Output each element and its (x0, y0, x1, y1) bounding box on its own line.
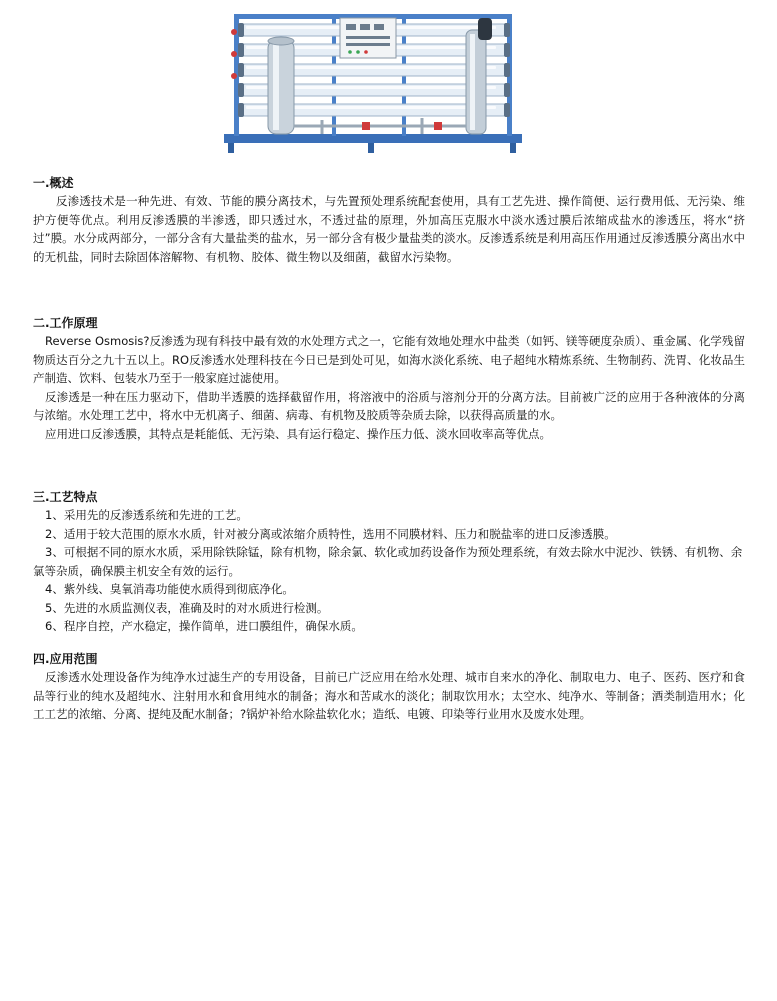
section-application-scope (33, 650, 745, 724)
list-item: 4、紫外线、臭氧消毒功能使水质得到彻底净化。 (45, 582, 294, 596)
section-overview (33, 174, 745, 266)
paragraph: 应用进口反渗透膜，其特点是耗能低、无污染、具有运行稳定、操作压力低、淡水回收率高等优点。 (45, 426, 551, 441)
section-title: 三.工艺特点 (33, 490, 98, 504)
paragraph: 反渗透是一种在压力驱动下，借助半透膜的选择截留作用，将溶液中的浴质与溶剂分开的分离方法。目前被广泛的应用于各种液体的分离与浓缩。水处理工艺中，将水中无机离子、细菌、病毒、有机物及胶质等杂质去除，以获得高质量的水。 (33, 389, 745, 422)
list-item: 2、适用于较大范围的原水水质，针对被分离或浓缩介质特性，选用不同膜材料、压力和脱盐率的进口反渗透膜。 (45, 526, 616, 541)
paragraph: 反渗透水处理设备作为纯净水过滤生产的专用设备，目前已广泛应用在给水处理、城市自来水的净化、制取电力、电子、医药、医疗和食品等行业的纯水及超纯水、注射用水和食用纯水的制备；海水和苦咸水的淡化；制取饮用水；太空水、纯净水、等制备；酒类制造用水；化工工艺的浓缩、分离、提纯及配水制备；?锅炉补给水除盐软化水；造纸、电镀、印染等行业用水及废水处理。 (33, 670, 745, 721)
paragraph: Reverse Osmosis?反渗透为现有科技中最有效的水处理方式之一，它能有效地处理水中盐类（如钙、镁等硬度杂质）、重金属、化学残留物质达百分之九十五以上。RO反渗透水处理科技在今日已是到处可见，如海水淡化系统、电子超纯水精炼系统、生物制药、洗胃、化妆品生产制造、饮料、包装水乃至于一般家庭过滤使用。 (33, 334, 745, 385)
list-item: 5、先进的水质监测仪表，准确及时的对水质进行检测。 (45, 600, 329, 615)
section-working-principle (33, 314, 745, 443)
ro-equipment-image (222, 10, 525, 155)
section-title: 二.工作原理 (33, 316, 98, 330)
list-item: 3、可根据不同的原水水质，采用除铁除锰，除有机物，除余氯、软化或加药设备作为预处理系统，有效去除水中泥沙、铁锈、有机物、余氯等杂质，确保膜主机安全有效的运行。 (33, 545, 743, 578)
list-item: 6、程序自控，产水稳定，操作简单，进口膜组件，确保水质。 (45, 619, 363, 633)
paragraph: 反渗透技术是一种先进、有效、节能的膜分离技术，与先置预处理系统配套使用，具有工艺先进、操作简便、运行费用低、无污染、维护方便等优点。利用反渗透膜的半渗透，即只透过水，不透过盐的原理，外加高压克服水中淡水透过膜后浓缩成盐水的渗透压，将水“挤过”膜。水分成两部分，一部分含有大量盐类的盐水，另一部分含有极少量盐类的淡水。反渗透系统是利用高压作用通过反渗透膜分离出水中的无机盐，同时去除固体溶解物、有机物、胶体、微生物以及细菌，截留水污染物。 (33, 194, 745, 264)
section-process-features (33, 488, 745, 636)
ro-equipment-illustration (222, 10, 525, 155)
section-title: 四.应用范围 (33, 652, 98, 666)
section-title: 一.概述 (33, 176, 74, 190)
list-item: 1、采用先的反渗透系统和先进的工艺。 (45, 508, 248, 522)
